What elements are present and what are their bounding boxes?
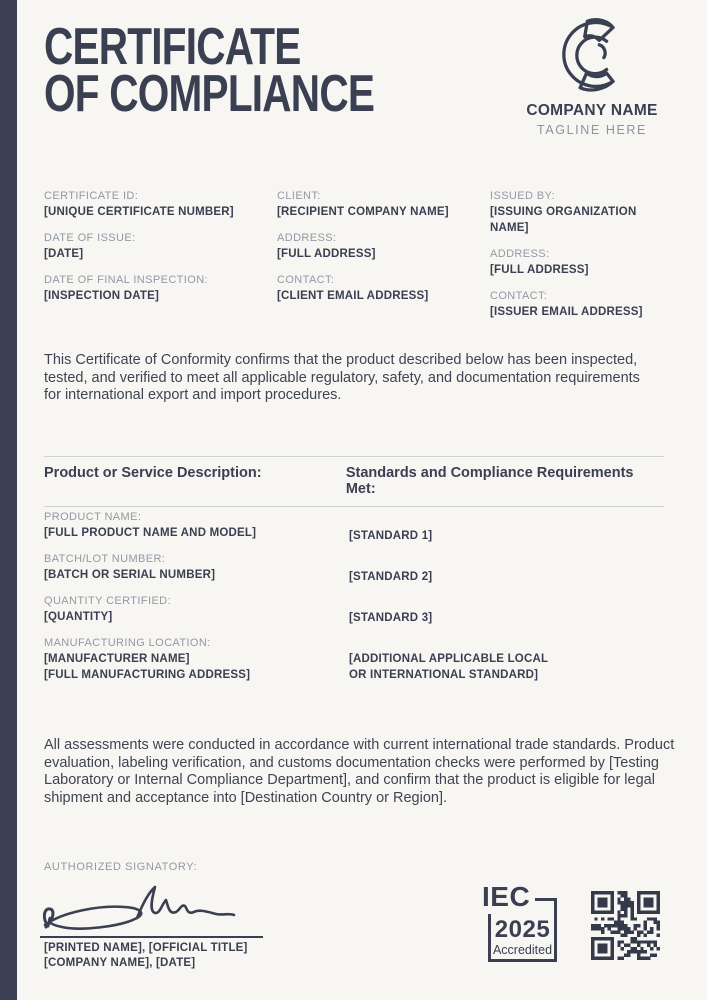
field-value: [RECIPIENT COMPANY NAME] (277, 206, 449, 218)
standard-item-2: [STANDARD 2] (349, 571, 433, 583)
standard-item-1: [STANDARD 1] (349, 530, 433, 542)
accreditation-status: Accredited (492, 943, 553, 957)
field-client (277, 190, 490, 220)
field-final-inspection (44, 274, 277, 304)
field-date-of-issue (44, 232, 277, 262)
company-tagline: TAGLINE HERE (537, 123, 647, 137)
field-value: [QUANTITY] (44, 611, 113, 623)
field-value: [INSPECTION DATE] (44, 290, 159, 302)
section-header-standards: Standards and Compliance Requirements Met: (345, 465, 634, 497)
field-issuer-address (490, 248, 677, 278)
company-name: COMPANY NAME (526, 102, 658, 119)
product-standards-grid (44, 511, 667, 695)
standard-item-3: [STANDARD 3] (349, 612, 433, 624)
field-value: [ISSUER EMAIL ADDRESS] (490, 306, 643, 318)
field-label: CONTACT: (490, 290, 548, 302)
page-title (44, 18, 375, 123)
signatory-name-title: [PRINTED NAME], [OFFICIAL TITLE] (44, 942, 248, 954)
field-value-2: [FULL MANUFACTURING ADDRESS] (44, 669, 251, 681)
field-quantity (44, 595, 344, 625)
meta-column-issuer (490, 190, 677, 332)
section-header-row (44, 456, 664, 507)
field-product-name (44, 511, 344, 541)
field-label: CLIENT: (277, 190, 321, 202)
brand-block (516, 12, 668, 137)
qr-code-icon (589, 891, 662, 960)
field-value: [UNIQUE CERTIFICATE NUMBER] (44, 206, 234, 218)
field-value: [BATCH OR SERIAL NUMBER] (44, 569, 216, 581)
field-client-address (277, 232, 490, 262)
company-logo-c-monogram-icon (550, 12, 634, 96)
field-value: [CLIENT EMAIL ADDRESS] (277, 290, 429, 302)
section-header-product: Product or Service Description: (44, 465, 262, 481)
field-label: DATE OF ISSUE: (44, 232, 136, 244)
field-label: PRODUCT NAME: (44, 511, 142, 523)
field-label: ADDRESS: (490, 248, 550, 260)
product-description-column (44, 511, 344, 683)
signature-icon (38, 884, 273, 936)
page-title-line1: CERTIFICATE (44, 18, 301, 76)
standard-item-4: [ADDITIONAL APPLICABLE LOCAL OR INTERNATIONAL STANDARD] (349, 653, 548, 681)
left-accent-bar (0, 0, 17, 1000)
meta-column-client (277, 190, 490, 332)
field-manufacturing-location (44, 637, 344, 683)
field-label: DATE OF FINAL INSPECTION: (44, 274, 209, 286)
field-value: [FULL PRODUCT NAME AND MODEL] (44, 527, 257, 539)
signatory-company-date: [COMPANY NAME], [DATE] (44, 957, 196, 969)
field-value: [ISSUING ORGANIZATION NAME] (490, 206, 637, 234)
field-label: MANUFACTURING LOCATION: (44, 637, 211, 649)
accreditation-year: 2025 (494, 916, 551, 943)
field-value: [FULL ADDRESS] (490, 264, 589, 276)
field-value: [MANUFACTURER NAME] (44, 653, 190, 665)
field-certificate-id (44, 190, 277, 220)
signature-line (40, 936, 263, 938)
field-label: ADDRESS: (277, 232, 337, 244)
field-value: [FULL ADDRESS] (277, 248, 376, 260)
assessment-paragraph: All assessments were conducted in accordance with current international trade standards. Product evaluation, labeling verification, and customs documentation checks were performed by [Testing Laboratory or Internal Compliance Department], and confirm that the product is eligible for legal shipment and acceptance into [Destination Country or Region]. (44, 737, 675, 806)
field-label: QUANTITY CERTIFIED: (44, 595, 171, 607)
field-label: CERTIFICATE ID: (44, 190, 139, 202)
authorized-signatory-label: AUTHORIZED SIGNATORY: (44, 861, 198, 873)
standards-column (349, 528, 549, 708)
field-label: ISSUED BY: (490, 190, 556, 202)
field-value: [DATE] (44, 248, 84, 260)
accreditation-org: IEC (482, 883, 535, 914)
certificate-meta-grid (44, 190, 677, 332)
field-issuer-contact (490, 290, 677, 320)
intro-paragraph: This Certificate of Conformity confirms that the product described below has been inspected, tested, and verified to meet all applicable regulatory, safety, and documentation requirements for international export and import procedures. (44, 352, 640, 404)
meta-column-certificate (44, 190, 277, 332)
field-issued-by (490, 190, 677, 236)
field-batch-lot (44, 553, 344, 583)
page-title-line2: OF COMPLIANCE (44, 65, 375, 123)
field-client-contact (277, 274, 490, 304)
accreditation-badge (482, 881, 562, 965)
field-label: CONTACT: (277, 274, 335, 286)
field-label: BATCH/LOT NUMBER: (44, 553, 166, 565)
